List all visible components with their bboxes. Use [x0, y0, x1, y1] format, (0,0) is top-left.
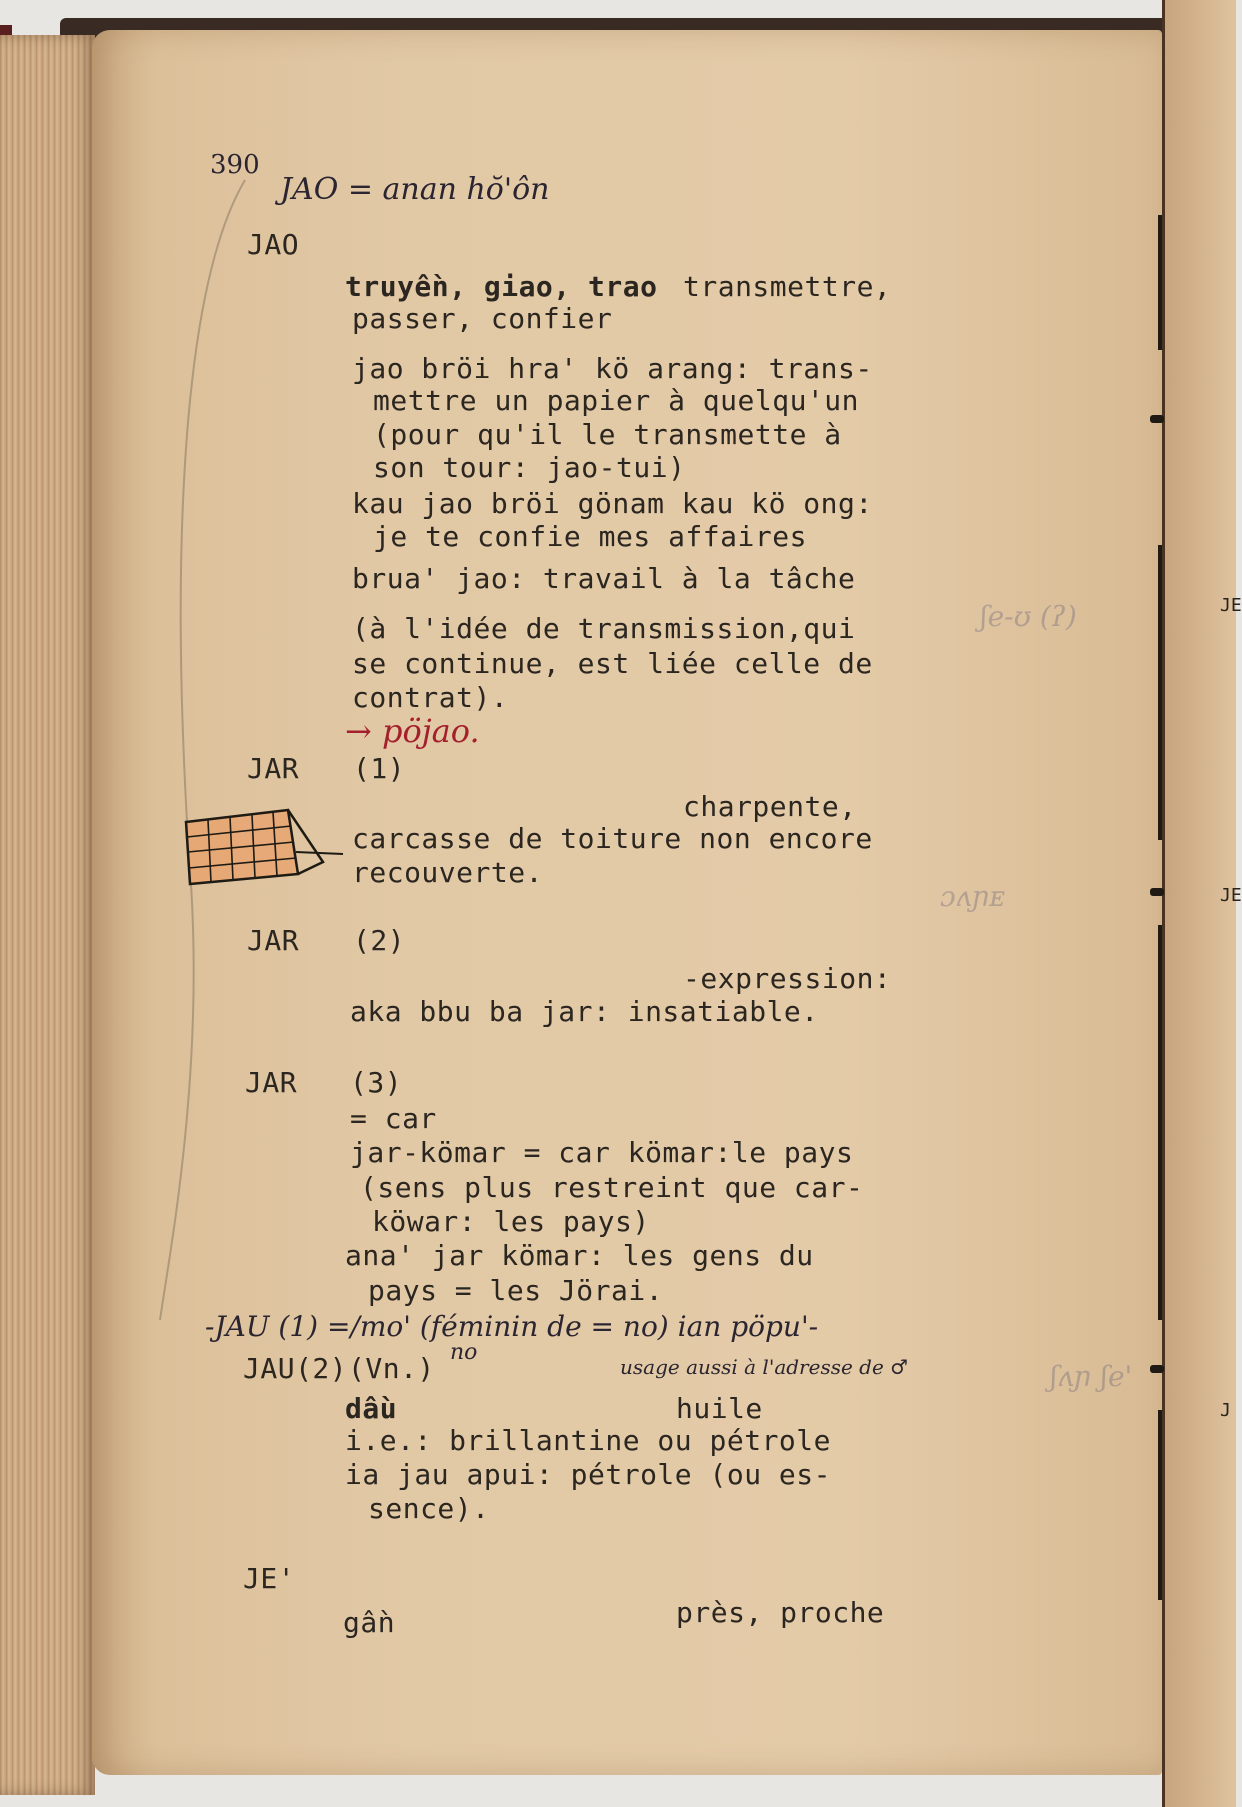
gloss: près, proche	[676, 1596, 885, 1629]
handwritten-note: no	[450, 1340, 478, 1365]
roof-frame-sketch	[178, 792, 348, 892]
example-line: brua' jao: travail à la tâche	[352, 562, 856, 595]
pencil-margin-line	[150, 170, 290, 1330]
vietnamese-equivalent: gần	[343, 1606, 396, 1639]
example-line: jao bröi hra' kö arang: trans-	[352, 352, 873, 385]
margin-tick	[1150, 888, 1164, 896]
example-line: sence).	[368, 1492, 490, 1525]
headword-jar-3: JAR	[245, 1066, 298, 1099]
homonym-number: (1)	[353, 752, 406, 785]
headword-jao: JAO	[247, 228, 300, 261]
margin-mark	[1158, 1410, 1162, 1600]
page-number: 390	[210, 150, 260, 180]
example-line: ia jau apui: pétrole (ou es-	[345, 1458, 832, 1491]
example-line: mettre un papier à quelqu'un	[373, 384, 860, 417]
handwritten-entry-jau-1: -JAU (1) =/mo' (féminin de = no) ian pöpu'-	[205, 1310, 819, 1343]
note-line: se continue, est liée celle de	[352, 647, 873, 680]
margin-tick	[1150, 1365, 1164, 1373]
margin-mark	[1158, 215, 1162, 350]
homonym-number: (2)	[353, 924, 406, 957]
facing-page-text: JE	[1220, 595, 1242, 616]
gloss: recouverte.	[352, 856, 543, 889]
margin-tick	[1150, 415, 1164, 423]
gloss: = car	[350, 1102, 437, 1135]
bleed-through-text: ɔʌɲᴇ	[940, 880, 1006, 913]
page-stack	[0, 35, 95, 1795]
example-line: je te confie mes affaires	[373, 520, 807, 553]
example-line: ana' jar kömar: les gens du	[345, 1239, 814, 1272]
headword-jau-2: JAU(2)	[243, 1352, 348, 1385]
example-line: i.e.: brillantine ou pétrole	[345, 1424, 832, 1457]
handwritten-header: JAO = anan hŏ'ôn	[280, 172, 550, 207]
example-line: (pour qu'il le transmette à	[373, 418, 842, 451]
facing-page-text: JE	[1220, 885, 1242, 906]
facing-page-edge	[1162, 0, 1242, 1807]
vietnamese-equivalent: dầu	[345, 1392, 398, 1425]
example-line: jar-kömar = car kömar:le pays	[350, 1136, 854, 1169]
example-line: pays = les Jörai.	[368, 1274, 664, 1307]
headword-jar-1: JAR	[247, 752, 300, 785]
bleed-through-text: ʃʌɲ ʃe'	[1050, 1360, 1133, 1393]
handwritten-cross-reference: → pöjao.	[345, 712, 480, 750]
margin-mark	[1158, 925, 1162, 1320]
gloss: carcasse de toiture non encore	[352, 822, 873, 855]
note-line: contrat).	[352, 681, 509, 714]
handwritten-note: usage aussi à l'adresse de ♂	[620, 1355, 909, 1379]
note-line: (à l'idée de transmission,qui	[352, 612, 856, 645]
example-line: köwar: les pays)	[372, 1205, 650, 1238]
vietnamese-equivalent: truyền, giao, trao	[345, 270, 658, 303]
gloss: huile	[676, 1392, 763, 1425]
headword-je: JE'	[243, 1562, 296, 1595]
origin-tag: (Vn.)	[348, 1352, 435, 1385]
gloss: charpente,	[683, 790, 857, 823]
example-line: (sens plus restreint que car-	[360, 1171, 864, 1204]
example-line: son tour: jao-tui)	[373, 451, 686, 484]
margin-mark	[1158, 545, 1162, 840]
facing-page-text: J	[1220, 1400, 1231, 1421]
gloss: passer, confier	[352, 302, 613, 335]
example-line: kau jao bröi gönam kau kö ong:	[352, 487, 873, 520]
bleed-through-text: ʃe-ʊ (ʔ)	[980, 600, 1077, 633]
gloss: -expression:	[683, 962, 892, 995]
headword-jar-2: JAR	[247, 924, 300, 957]
example-line: aka bbu ba jar: insatiable.	[350, 995, 819, 1028]
homonym-number: (3)	[350, 1066, 403, 1099]
gloss: transmettre,	[683, 270, 892, 303]
